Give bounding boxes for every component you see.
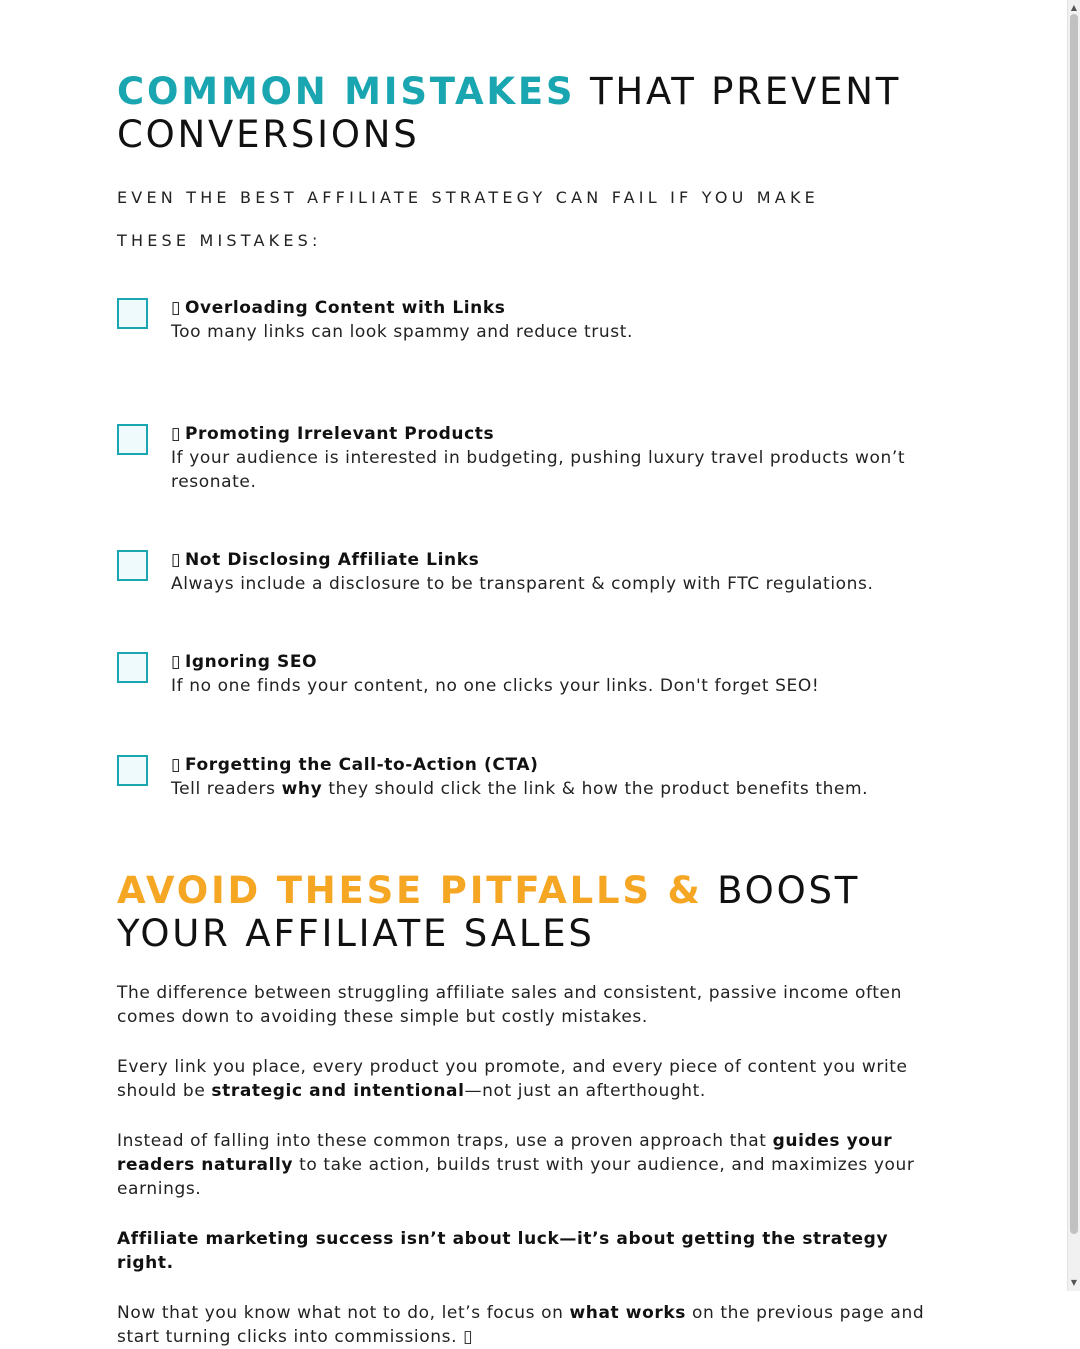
missing-glyph-icon: ▯: [463, 1327, 474, 1347]
heading-rest: BOOST YOUR AFFILIATE SALES: [117, 869, 861, 955]
heading-rest: THAT PREVENT CONVERSIONS: [117, 70, 902, 156]
checkbox[interactable]: [117, 424, 148, 455]
mistake-item: [117, 650, 947, 698]
missing-glyph-icon: ▯: [171, 298, 181, 318]
section-heading-mistakes: [117, 70, 947, 156]
mistake-title: ▯ Ignoring SEO: [171, 652, 318, 672]
mistake-description: Too many links can look spammy and reduce trust.: [171, 322, 634, 342]
missing-glyph-icon: ▯: [171, 755, 181, 775]
paragraph: The difference between struggling affiliate sales and consistent, passive income often comes down to avoiding these simple but costly mistakes.: [117, 983, 902, 1027]
missing-glyph-icon: ▯: [171, 550, 181, 570]
mistake-item: [117, 753, 947, 801]
heading-accent: COMMON MISTAKES: [117, 70, 576, 113]
scroll-down-arrow-icon[interactable]: ▼: [1070, 1278, 1078, 1287]
checkbox[interactable]: [117, 550, 148, 581]
mistake-description: Tell readers why they should click the link & how the product benefits them.: [171, 779, 869, 799]
mistakes-list: [117, 296, 947, 801]
mistake-item: [117, 296, 947, 344]
section-subheading: EVEN THE BEST AFFILIATE STRATEGY CAN FAIL IF YOU MAKE THESE MISTAKES:: [117, 188, 819, 250]
mistake-description: Always include a disclosure to be transparent & comply with FTC regulations.: [171, 574, 874, 594]
mistake-title: ▯ Not Disclosing Affiliate Links: [171, 550, 480, 570]
pitfalls-section: [117, 869, 947, 1349]
mistake-description: If your audience is interested in budgeting, pushing luxury travel products won’t resonate.: [171, 448, 906, 492]
mistake-title: ▯ Forgetting the Call-to-Action (CTA): [171, 755, 539, 775]
checkbox[interactable]: [117, 755, 148, 786]
checkbox[interactable]: [117, 298, 148, 329]
mistake-item: [117, 422, 947, 494]
paragraph: Instead of falling into these common traps, use a proven approach that guides your readers naturally to take action, builds trust with your audience, and maximizes your earnings.: [117, 1131, 915, 1199]
mistake-title: ▯ Promoting Irrelevant Products: [171, 424, 495, 444]
heading-accent: AVOID THESE PITFALLS &: [117, 869, 703, 912]
paragraph: Every link you place, every product you promote, and every piece of content you write should be strategic and intentional—not just an afterthought.: [117, 1057, 908, 1101]
scroll-up-arrow-icon[interactable]: ▲: [1070, 3, 1078, 12]
mistake-title: ▯ Overloading Content with Links: [171, 298, 506, 318]
main-content: [117, 70, 947, 1349]
missing-glyph-icon: ▯: [171, 424, 181, 444]
vertical-scrollbar[interactable]: [1067, 0, 1080, 1291]
mistake-description: If no one finds your content, no one clicks your links. Don't forget SEO!: [171, 676, 820, 696]
section-heading-pitfalls: [117, 869, 947, 955]
paragraph: Now that you know what not to do, let’s focus on what works on the previous page and start turning clicks into commissions. ▯: [117, 1303, 925, 1347]
scrollbar-thumb[interactable]: [1070, 14, 1078, 1234]
paragraph-emphasis: Affiliate marketing success isn’t about luck—it’s about getting the strategy right.: [117, 1229, 889, 1273]
missing-glyph-icon: ▯: [171, 652, 181, 672]
mistake-item: [117, 548, 947, 596]
checkbox[interactable]: [117, 652, 148, 683]
